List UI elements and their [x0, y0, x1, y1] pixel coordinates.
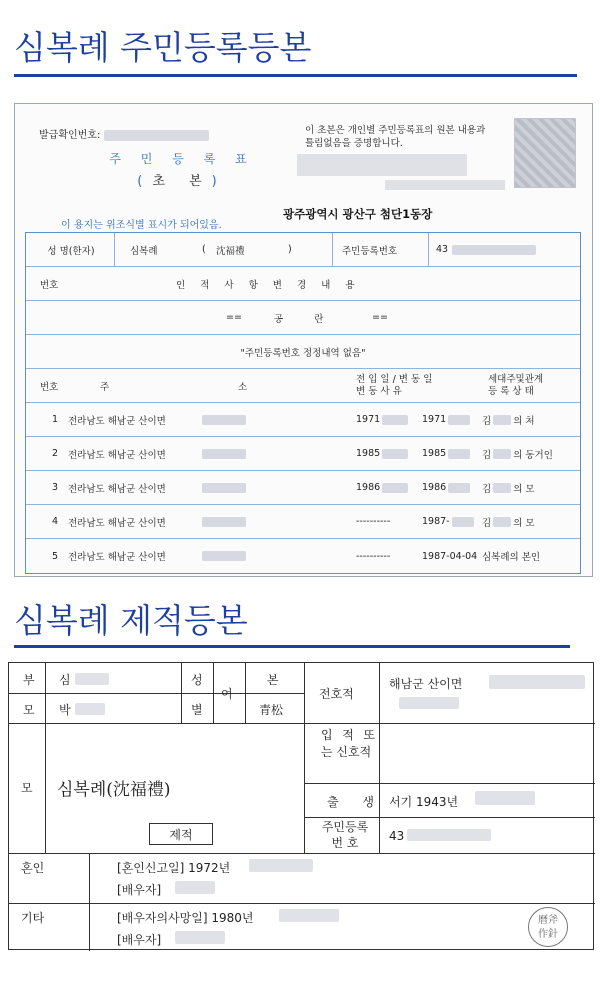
issuing-office: 광주광역시 광산구 첨단1동장: [283, 207, 433, 221]
person-name: 심복례(沈福禮): [57, 780, 171, 800]
name-value: 심복례: [130, 245, 158, 257]
section-title-resident-registration: 심복례 주민등록등본: [14, 28, 312, 67]
watermark-seal: 曆 斧 作 針: [528, 907, 568, 947]
redacted-block: [202, 483, 246, 493]
table-row: 5 전라남도 해남군 산이면 ---------- 1987-04-04 심복례의 본인: [52, 550, 541, 563]
certification-notice: 이 초본은 개인별 주민등록표의 원본 내용과 틀림없음을 증명합니다.: [305, 125, 486, 149]
removed-family-register-document: 부 심 모 박 성 별 여 본 青松 전호적 해남군 산이면 입 적 또 는 신호적 모 심복례(沈福禮) 제적 출 생 서기 1943년 주민등록 번 호 43 혼인 [혼인신고일] 1972년 [배우자] 기타 [배우자의사망일] 1980년 [배우자] 曆 斧 作 針: [8, 662, 594, 950]
redacted-block: [385, 180, 505, 190]
name-row: 성 명(한자) 심복례 ( 沈福禮 ) 주민등록번호 43: [26, 233, 580, 267]
hanja-open: (: [202, 244, 206, 255]
redacted-block: [297, 154, 467, 176]
table-row: 1 전라남도 해남군 산이면 1971 1971 김 의 처: [26, 403, 580, 437]
redacted-block: [279, 909, 339, 922]
personal-change-header: 번호 인 적 사 항 변 경 내 용: [26, 267, 580, 301]
redacted-block: [202, 517, 246, 527]
blank-row: == 공 란 ==: [26, 301, 580, 335]
section-title-removed-register: 심복례 제적등본: [14, 601, 248, 640]
redacted-block: [202, 449, 246, 459]
redacted-block: [202, 551, 246, 561]
anti-forgery-note: 이 용지는 위조식별 표시가 되어있음.: [61, 220, 222, 231]
redacted-block: [475, 791, 535, 805]
redacted-block: [249, 859, 313, 872]
redacted-block: [104, 130, 209, 141]
redacted-block: [202, 415, 246, 425]
id-number: 43: [436, 233, 536, 266]
table-row: 4 전라남도 해남군 산이면 ---------- 1987- 김 의 모: [26, 505, 580, 539]
hanja-name: 沈福禮: [216, 245, 245, 257]
form-title: 주 민 등 록 표: [109, 152, 255, 166]
redacted-block: [399, 697, 459, 709]
table-row: 3 전라남도 해남군 산이면 1986 1986 김 의 모: [26, 471, 580, 505]
title-underline: [14, 74, 577, 77]
resident-registration-document: [14, 103, 593, 577]
redacted-block: [75, 703, 105, 715]
form-subtitle: (초 본): [137, 174, 227, 189]
address-header: 번호 주 소 전 입 일 / 변 동 일 변 동 사 유 세대주및관계 등 록 상 태: [26, 369, 580, 403]
removed-stamp-box: 제적: [149, 823, 213, 845]
table-row: 2 전라남도 해남군 산이면 1985 1985 김 의 동거인: [26, 437, 580, 471]
hanja-close: ): [288, 244, 292, 255]
qr-code-redacted: [514, 118, 576, 188]
no-correction-row: "주민등록번호 정정내역 없음": [26, 335, 580, 369]
issue-number: 발급확인번호:: [39, 126, 209, 141]
redacted-block: [407, 829, 491, 841]
redacted-block: [75, 673, 109, 685]
redacted-block: [175, 881, 215, 894]
redacted-block: [175, 931, 225, 944]
redacted-block: [452, 245, 536, 255]
redacted-block: [489, 675, 585, 689]
registration-table: [25, 232, 581, 574]
title-underline: [14, 645, 570, 648]
